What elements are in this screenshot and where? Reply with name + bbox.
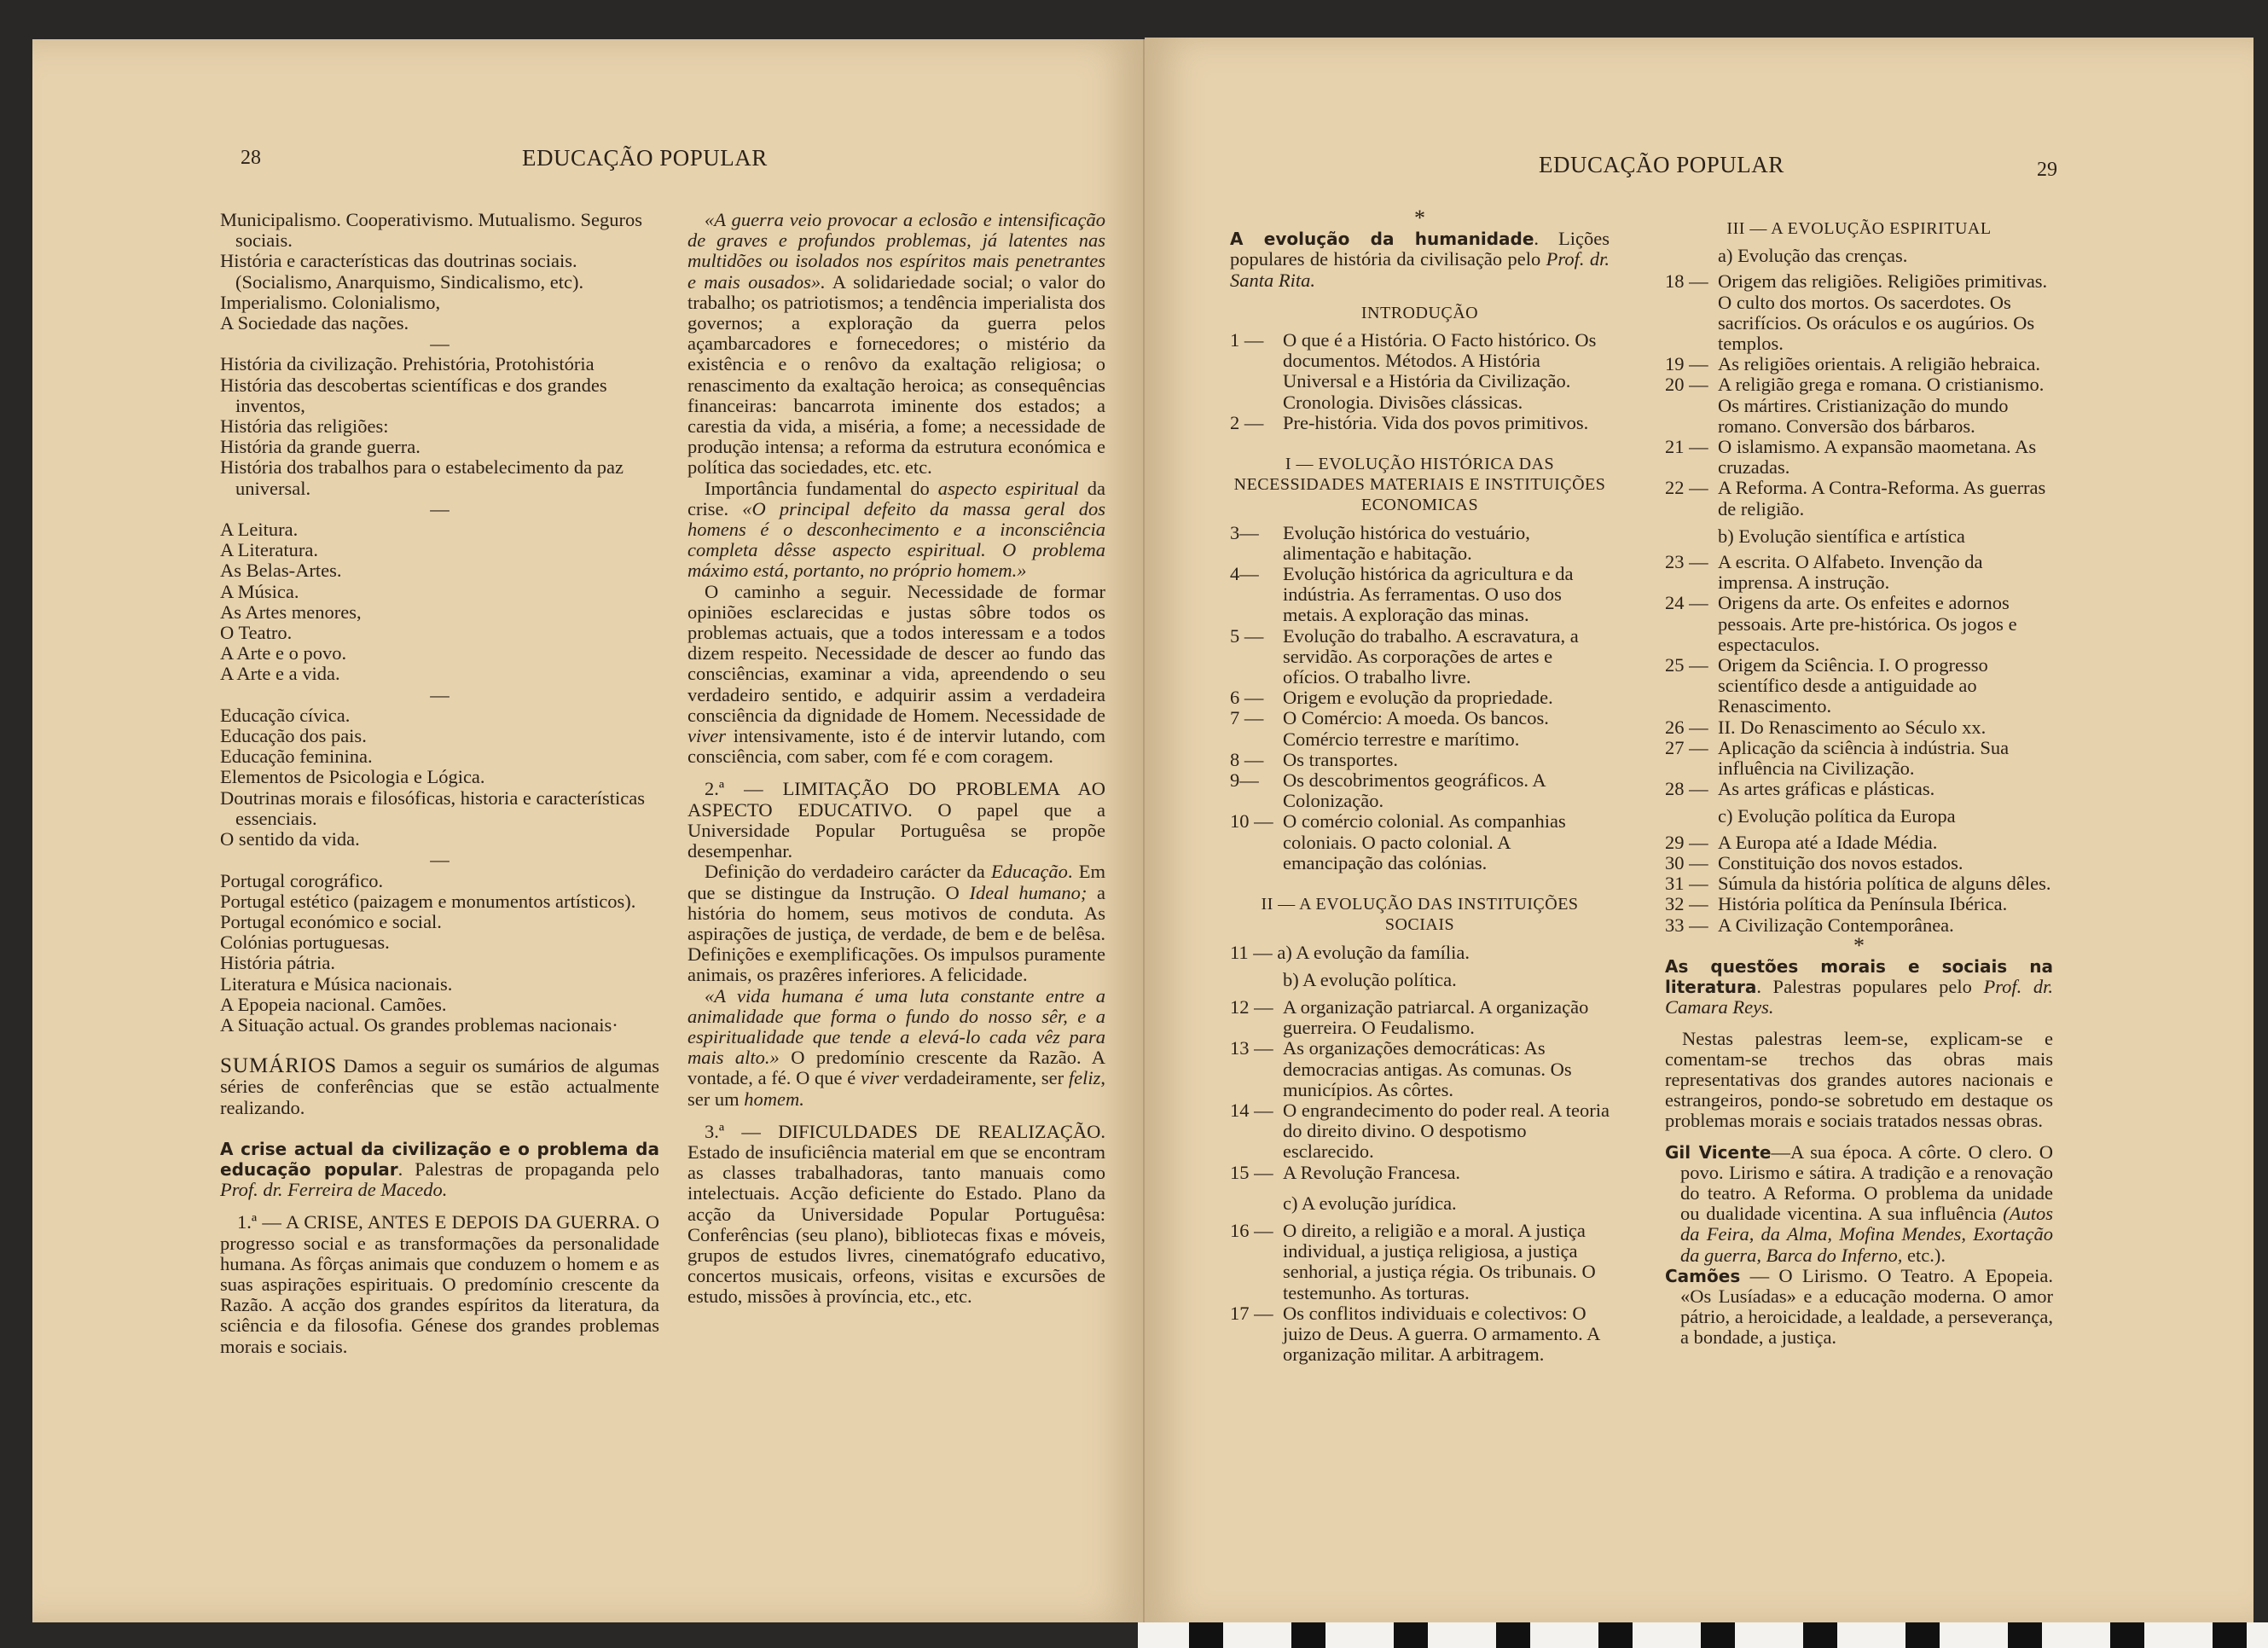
list-item: A Literatura.: [220, 539, 318, 561]
lecture-text: Estado de insuficiência material em que se encontram as classes trabalhadoras, tanto manuais como intelectuais. Acção deficiente do Estado. Plano da acção da Universidade Popular Portuguêsa: Conferências (seu plano), bibliotecas fixas e móveis, grupos de estudos livres, cinematógrafo educativo, concertos musicais, orfeons, visitas e excursões de estudo, missões à província, etc., etc.: [687, 1140, 1105, 1308]
item-number: 5 —: [1230, 624, 1264, 647]
subsection-heading: b) Evolução sientífica e artística: [1718, 525, 1965, 547]
item-text: As religiões orientais. A religião hebraica.: [1718, 353, 2041, 375]
item-number: 26 —: [1665, 716, 1708, 738]
series-author: Prof. dr. Santa Rita.: [1230, 248, 1610, 291]
divider: —: [430, 849, 450, 871]
item-text: As artes gráficas e plásticas.: [1718, 778, 1935, 800]
paragraph-text: intensivamente, isto é de intervir lutando, com consciência, com saber, com fé e com coragem.: [687, 725, 1105, 768]
item-number: 27 —: [1665, 736, 1708, 758]
list-item: [1230, 688, 1610, 708]
paragraph: [687, 210, 1105, 479]
separator-star: *: [1414, 206, 1425, 230]
right-column-2: [1665, 218, 2053, 1349]
divider: —: [430, 497, 450, 519]
separator-star: *: [1853, 932, 1865, 958]
topic-list-1: [220, 210, 659, 334]
item-text: Súmula da história política de alguns dêles.: [1718, 873, 2051, 895]
list-item: [1665, 593, 2053, 655]
item-number: 16 —: [1230, 1219, 1273, 1241]
item-number: 18 —: [1665, 270, 1708, 293]
right-page: [1145, 38, 2253, 1626]
list-item: [1665, 873, 2053, 894]
paragraph-text: A solidariedade social; o valor do trabalho; os patriotismos; a tendência imperialista dos governos; a exploração da guerra pelos açambarcadores e fornecedores; o mistério da existência e o renôvo da exaltação religiosa; o renascimento da exaltação heroica; as consequências financeiras: bancarrota iminente dos estados; a carestia da vida, a miséria, a fome; a necessidade de produção intensa; a reforma da estrutura económica e política das sociedades, etc. etc.: [687, 270, 1105, 479]
item-number: 28 —: [1665, 778, 1708, 800]
left-page: [32, 39, 1145, 1622]
series-subtitle: . Palestras populares pelo: [1756, 976, 1984, 998]
emphasis: homem.: [744, 1088, 804, 1110]
item-number: 1 —: [1230, 329, 1264, 351]
paragraph-text: O predomínio crescente da Razão. A vontade, a fé. O que é: [687, 1047, 1105, 1089]
emphasis: Ideal humano;: [969, 881, 1088, 903]
list-item: [1230, 1221, 1610, 1303]
item-number: 2 —: [1230, 411, 1264, 433]
paragraph-text: a história do homem, seus motivos de conduta. As aspirações de justiça, de verdade, de bem e de belêsa. Definições e exemplificações. Os impulsos puramente animais, os prazêres inferiores. A felicidade.: [687, 881, 1105, 986]
item-text: O comércio colonial. As companhias coloniais. O pacto colonial. A emancipação das colónias.: [1283, 810, 1566, 873]
right-column-1: [1230, 208, 1610, 1365]
item-number: 17 —: [1230, 1302, 1273, 1324]
list-item: História pátria.: [220, 952, 335, 974]
list-item: [1230, 413, 1610, 433]
lecture-heading: 3.ª — DIFICULDADES DE REALIZAÇÃO.: [705, 1120, 1105, 1142]
list-item: [1665, 655, 2053, 717]
topic-list-2: [220, 354, 659, 498]
list-item: [1230, 1163, 1610, 1183]
series-title: A crise actual da civilização e o problema da educação popular: [220, 1138, 659, 1180]
item-text: O Comércio: A moeda. Os bancos. Comércio terrestre e marítimo.: [1283, 707, 1549, 750]
divider: —: [430, 333, 450, 355]
item-number: 12 —: [1230, 995, 1273, 1018]
author-name: Camões: [1665, 1265, 1741, 1286]
item-number: 21 —: [1665, 436, 1708, 458]
list-item: [1665, 437, 2053, 478]
item-text: A Revolução Francesa.: [1283, 1161, 1461, 1183]
list-item: [1230, 708, 1610, 749]
emphasis: viver: [687, 725, 726, 747]
lecture-2: [687, 779, 1105, 862]
item-text: História política da Península Ibérica.: [1718, 893, 2008, 915]
series-author: Prof. dr. Camara Reys.: [1665, 976, 2053, 1018]
subsection-heading: c) Evolução política da Europa: [1718, 805, 1956, 827]
list-item: A Arte e a vida.: [220, 663, 340, 685]
item-number: 31 —: [1665, 873, 1708, 895]
emphasis: feliz: [1068, 1067, 1101, 1089]
item-number: 4—: [1230, 563, 1259, 585]
list-item: O sentido da vida.: [220, 828, 360, 850]
item-text: A organização patriarcal. A organização guerreira. O Feudalismo.: [1283, 995, 1589, 1039]
list-item: Educação dos pais.: [220, 725, 367, 747]
item-text: Os descobrimentos geográficos. A Colonização.: [1283, 769, 1546, 812]
list-item: [1230, 1100, 1610, 1163]
list-item: A Epopeia nacional. Camões.: [220, 993, 447, 1015]
author-name: Gil Vicente: [1665, 1141, 1772, 1163]
item-number: 20 —: [1665, 374, 1708, 396]
running-head: EDUCAÇÃO POPULAR: [522, 145, 768, 171]
list-item: [1230, 1038, 1610, 1100]
author-entry-gil-vicente: [1665, 1142, 2053, 1266]
series-crise: [220, 1139, 659, 1201]
list-item: História dos trabalhos para o estabelecimento da paz universal.: [220, 456, 624, 499]
list-item: A Sociedade das nações.: [220, 312, 409, 334]
topic-list-5: [220, 871, 659, 1036]
paragraph: [687, 862, 1105, 985]
list-item: História e características das doutrinas sociais. (Socialismo, Anarquismo, Sindicalismo, etc).: [220, 250, 584, 293]
series-title: As questões morais e sociais na literatura: [1665, 955, 2053, 998]
lecture-heading: 1.ª — A CRISE, ANTES E DEPOIS DA GUERRA.: [237, 1211, 641, 1233]
list-item: História da civilização. Prehistória, Protohistória: [220, 353, 595, 375]
item-number: 6 —: [1230, 687, 1264, 709]
list-item: Literatura e Música nacionais.: [220, 972, 453, 995]
list-item: [1665, 478, 2053, 519]
lecture-heading: 2.ª — LIMITAÇÃO DO PROBLEMA AO ASPECTO EDUCATIVO.: [687, 778, 1105, 821]
series-subtitle: . Palestras de propaganda pelo: [397, 1158, 659, 1180]
item-number: 7 —: [1230, 707, 1264, 729]
paragraph: [687, 986, 1105, 1110]
item-text: Pre-história. Vida dos povos primitivos.: [1283, 411, 1589, 433]
sumarios-intro: [220, 1056, 659, 1118]
list-item: [1665, 271, 2053, 354]
list-item: [1665, 894, 2053, 914]
left-column-1: [220, 210, 659, 1357]
paragraph-text: Definição do verdadeiro carácter da: [705, 861, 991, 883]
list-item: Portugal estético (paizagem e monumentos artísticos).: [220, 890, 636, 912]
entry-text: —A sua época. A côrte. O clero. O povo. Lirismo e sátira. A tradição e a renovação do teatro. A Reforma. O problema da unidade ou dualidade vicentina. A sua influência: [1680, 1140, 2053, 1225]
page-number: 28: [241, 147, 261, 169]
item-text: Os conflitos individuais e colectivos: O juizo de Deus. A guerra. O armamento. A organização militar. A arbitragem.: [1283, 1302, 1600, 1366]
list-item: História da grande guerra.: [220, 436, 421, 458]
section-heading: III — A EVOLUÇÃO ESPIRITUAL: [1726, 219, 1992, 238]
list-item: [1665, 853, 2053, 873]
series-author: Prof. dr. Ferreira de Macedo.: [220, 1179, 448, 1201]
item-text: A Reforma. A Contra-Reforma. As guerras de religião.: [1718, 477, 2046, 519]
item-text: O islamismo. A expansão maometana. As cruzadas.: [1718, 436, 2037, 479]
paragraph-text: O caminho a seguir. Necessidade de formar opiniões esclarecidas e justas sôbre todos os problemas actuais, que a todos interessam e a todos dizem respeito. Necessidade de descer ao fundo das consciências, examinar a vida, apreendendo o seu verdadeiro sentido, e adquirir assim a verdadeira consciência da dignidade de Homem. Necessidade de: [687, 580, 1105, 726]
list-item: [1230, 811, 1610, 873]
series-subtitle: . Lições populares de história da civilisação pelo: [1230, 228, 1610, 270]
entry-text: — O Lirismo. O Teatro. A Epopeia. «Os Lusíadas» e a educação moderna. O amor pátrio, a heroicidade, a lealdade, a perseverança, a bondade, a justiça.: [1680, 1264, 2053, 1349]
list-item: A Situação actual. Os grandes problemas nacionais·: [220, 1013, 618, 1036]
list-item: [1230, 997, 1610, 1038]
divider: —: [430, 683, 450, 705]
paragraph-text: , ser um: [687, 1067, 1105, 1110]
series-questoes: [1665, 956, 2053, 1018]
list-item: [1665, 354, 2053, 374]
item-number: 15 —: [1230, 1161, 1273, 1183]
author-entry-camoes: [1665, 1266, 2053, 1349]
quote: «A vida humana é uma luta constante entre a animalidade que forma o fundo do nosso sêr, e a espiritualidade que tende a elevá-lo cada vêz para mais alto.»: [687, 984, 1105, 1069]
list-item: Educação feminina.: [220, 746, 373, 768]
item-number: 30 —: [1665, 851, 1708, 873]
list-item: A Arte e o povo.: [220, 642, 347, 664]
running-head: EDUCAÇÃO POPULAR: [1539, 152, 1784, 177]
list-item: Elementos de Psicologia e Lógica.: [220, 766, 485, 788]
item-text: Origens da arte. Os enfeites e adornos pessoais. Arte pre-histórica. Os jogos e espectaculos.: [1718, 592, 2017, 655]
subsection-heading: a) Evolução das crenças.: [1718, 245, 1908, 267]
subsection-heading: 11 — a) A evolução da família.: [1230, 941, 1470, 963]
left-column-2: [687, 210, 1105, 1308]
item-text: O que é a História. O Facto histórico. Os documentos. Métodos. A História Universal e a História da Civilização. Cronologia. Divisões clássicas.: [1283, 329, 1597, 413]
list-item: Portugal económico e social.: [220, 910, 442, 932]
item-text: A religião grega e romana. O cristianismo. Os mártires. Cristianização do mundo romano. Conversão dos bárbaros.: [1718, 374, 2045, 437]
paragraph: Nestas palestras leem-se, explicam-se e comentam-se trechos das obras mais representativas dos grandes autores nacionais e estrangeiros, pondo-se sobretudo em destaque os problemas morais e sociais tratados nessas obras.: [1665, 1027, 2053, 1132]
item-text: Aplicação da sciência à indústria. Sua influência na Civilização.: [1718, 736, 2010, 780]
item-text: Origem e evolução da propriedade.: [1283, 687, 1553, 709]
item-number: 22 —: [1665, 477, 1708, 499]
list-item: [1665, 717, 2053, 738]
list-item: As Belas-Artes.: [220, 560, 342, 582]
item-text: A escrita. O Alfabeto. Invenção da imprensa. A instrução.: [1718, 551, 1983, 594]
item-number: 9—: [1230, 769, 1259, 792]
list-item: Portugal corográfico.: [220, 869, 384, 891]
item-number: 25 —: [1665, 654, 1708, 676]
list-item: O Teatro.: [220, 622, 293, 644]
emphasis: Educação: [990, 861, 1068, 883]
item-text: Origem da Sciência. I. O progresso scientífico desde a antiguidade ao Renascimento.: [1718, 654, 1988, 717]
sumarios-text: Damos a seguir os sumários de algumas séries de conferências que se estão actualmente realizando.: [220, 1055, 659, 1118]
item-text: Os transportes.: [1283, 748, 1398, 770]
item-text: O direito, a religião e a moral. A justiça individual, a justiça religiosa, a justiça senhorial, a justiça régia. Os tribunais. O testemunho. As torturas.: [1283, 1219, 1596, 1303]
item-number: 29 —: [1665, 831, 1708, 853]
sumarios-heading: SUMÁRIOS: [220, 1054, 338, 1078]
paragraph-text: da crise.: [687, 477, 1106, 519]
topic-list-4: [220, 705, 659, 850]
list-item: [1230, 564, 1610, 626]
item-text: A Civilização Contemporânea.: [1718, 914, 1954, 936]
item-number: 19 —: [1665, 353, 1708, 375]
item-text: Evolução histórica do vestuário, alimentação e habitação.: [1283, 521, 1530, 564]
subsection-heading: c) A evolução jurídica.: [1283, 1192, 1457, 1214]
list-item: [1665, 779, 2053, 799]
list-item: Doutrinas morais e filosóficas, historia e características essenciais.: [220, 786, 645, 829]
list-item: [1665, 374, 2053, 437]
item-text: A Europa até a Idade Média.: [1718, 831, 1938, 853]
list-item: Municipalismo. Cooperativismo. Mutualismo. Seguros sociais.: [220, 209, 642, 252]
lecture-3: [687, 1122, 1105, 1308]
list-item: [1230, 330, 1610, 413]
subsection-heading: b) A evolução política.: [1283, 968, 1457, 990]
item-number: 24 —: [1665, 592, 1708, 614]
list-item: A Música.: [220, 580, 299, 602]
item-number: 23 —: [1665, 551, 1708, 573]
works-list: (Autos da Feira, da Alma, Mofina Mendes, Exortação da guerra, Barca do Inferno,: [1680, 1203, 2053, 1266]
item-number: 10 —: [1230, 810, 1273, 833]
item-number: 3—: [1230, 521, 1259, 543]
list-item: História das religiões:: [220, 415, 389, 438]
list-item: Colónias portuguesas.: [220, 931, 390, 954]
item-text: As organizações democráticas: As democracias antigas. As comunas. Os municípios. As côrtes.: [1283, 1037, 1572, 1100]
list-item: As Artes menores,: [220, 601, 362, 623]
series-evolucao: [1230, 229, 1610, 291]
list-item: [1230, 626, 1610, 688]
paragraph: [687, 582, 1105, 768]
list-item: [1665, 552, 2053, 593]
list-item: [1230, 523, 1610, 564]
item-text: Origem das religiões. Religiões primitivas. O culto dos mortos. Os sacerdotes. Os sacrifícios. Os oráculos e os augúrios. Os templos.: [1718, 270, 2048, 355]
item-number: 13 —: [1230, 1037, 1273, 1059]
emphasis: viver: [860, 1067, 899, 1089]
paragraph-text: verdadeiramente, ser: [898, 1067, 1069, 1089]
list-item: Imperialismo. Colonialismo,: [220, 291, 441, 313]
item-text: Evolução do trabalho. A escravatura, a servidão. As corporações de artes e ofícios. O trabalho livre.: [1283, 624, 1579, 688]
list-item: [1665, 833, 2053, 853]
scan-ruler: [1138, 1622, 2268, 1648]
section-heading: INTRODUÇÃO: [1360, 303, 1479, 322]
list-item: A Leitura.: [220, 519, 299, 541]
paragraph-text: . Em que se distingue da Instrução. O: [687, 861, 1106, 903]
entry-text: etc.).: [1902, 1244, 1946, 1266]
item-text: II. Do Renascimento ao Século xx.: [1718, 716, 1987, 738]
list-item: [1665, 738, 2053, 779]
lecture-text: O progresso social e as transformações da personalidade humana. As fôrças animais que conduzem o homem e as suas aspirações espirituais. O predomínio crescente da Razão. A acção dos grandes espíritos da literatura, da sciência e da filosofia. Génese dos grandes problemas morais e sociais.: [220, 1211, 660, 1357]
paragraph: [687, 479, 1105, 582]
item-text: O engrandecimento do poder real. A teoria do direito divino. O despotismo esclarecido.: [1283, 1099, 1610, 1163]
list-item: [1230, 770, 1610, 811]
list-item: [1230, 1303, 1610, 1366]
paragraph-text: Importância fundamental do: [705, 477, 938, 499]
emphasis: aspecto espiritual: [937, 477, 1079, 499]
item-text: Evolução histórica da agricultura e da indústria. As ferramentas. O uso dos metais. A exploração das minas.: [1283, 563, 1574, 626]
item-number: 32 —: [1665, 893, 1708, 915]
item-number: 14 —: [1230, 1099, 1273, 1121]
list-item: Educação cívica.: [220, 704, 351, 726]
list-item: História das descobertas scientíficas e dos grandes inventos,: [220, 374, 607, 416]
series-title: A evolução da humanidade: [1230, 229, 1534, 250]
list-item: [1230, 750, 1610, 770]
page-number: 29: [2037, 159, 2057, 181]
lecture-text: O papel que a Universidade Popular Portuguêsa se propõe desempenhar.: [687, 798, 1105, 862]
section-heading: II — A EVOLUÇÃO DAS INSTITUIÇÕES SOCIAIS: [1261, 895, 1579, 935]
item-number: 33 —: [1665, 914, 1708, 936]
item-text: Constituição dos novos estados.: [1718, 851, 1963, 873]
quote: «O principal defeito da massa geral dos homens é o desconhecimento e a inconsciência completa dêsse aspecto espiritual. O problema máximo está, portanto, no próprio homem.»: [687, 497, 1105, 582]
quote: «A guerra veio provocar a eclosão e intensificação de graves e profundos problemas, já latentes nas multidões ou isolados nos espíritos mais penetrantes e mais ousados».: [687, 209, 1105, 293]
item-number: 8 —: [1230, 748, 1264, 770]
topic-list-3: [220, 519, 659, 685]
lecture-1: [220, 1212, 659, 1356]
section-heading: I — EVOLUÇÃO HISTÓRICA DAS NECESSIDADES MATERIAIS E INSTITUIÇÕES ECONOMICAS: [1233, 455, 1606, 515]
